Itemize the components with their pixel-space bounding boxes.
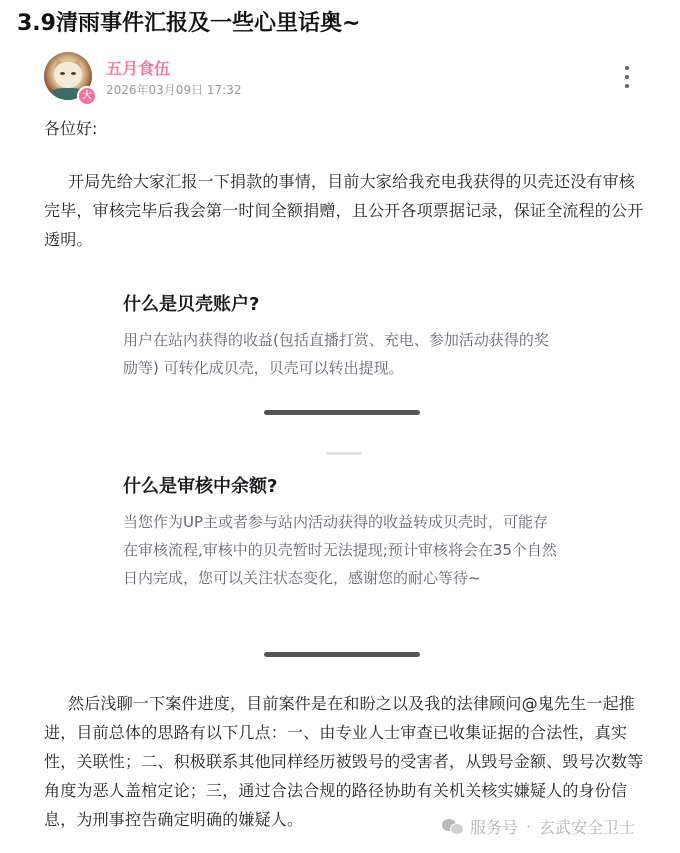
level-badge: 大 <box>77 86 97 106</box>
home-indicator-bar <box>264 410 420 415</box>
author-name[interactable]: 五月食伍 <box>106 59 171 78</box>
more-dot <box>625 66 629 70</box>
chat-bubble-small <box>450 823 464 835</box>
home-indicator-bar <box>264 652 420 657</box>
paragraph-donation: 开局先给大家汇报一下捐款的事情，目前大家给我充电我获得的贝壳还没有审核完毕，审核完毕后我会第一时间全额捐赠，且公开各项票据记录，保证全流程的公开透明。 <box>44 172 644 249</box>
card-body: 用户在站内获得的收益(包括直播打赏、充电、参加活动获得的奖励等) 可转化成贝壳，贝壳可以转出提现。 <box>123 331 549 377</box>
watermark-separator: · <box>526 816 532 836</box>
watermark <box>442 816 635 836</box>
watermark-account: 玄武安全卫士 <box>539 817 636 837</box>
more-dot <box>625 75 629 79</box>
article-title: 3.9清雨事件汇报及一些心里话奥~ <box>17 11 361 36</box>
wechat-chat-icon <box>442 818 464 834</box>
more-options-icon[interactable] <box>620 66 634 88</box>
card-body: 当您作为UP主或者参与站内活动获得的收益转成贝壳时，可能存在审核流程,审核中的贝壳暂时无法提现;预计审核将会在35个自然日内完成，您可以关注状态变化，感谢您的耐心等待~ <box>123 513 557 587</box>
avatar-eye-right <box>71 72 76 75</box>
sheet-handle <box>326 452 362 455</box>
pending-balance-screenshot <box>106 452 576 662</box>
card-title: 什么是审核中余额? <box>123 476 278 497</box>
more-dot <box>625 84 629 88</box>
greeting-text: 各位好: <box>44 119 98 138</box>
avatar-eye-left <box>60 72 65 75</box>
paragraph-case-progress: 然后浅聊一下案件进度，目前案件是在和盼之以及我的法律顾问@鬼先生一起推进，目前总体的思路有以下几点：一、由专业人士审查已收集证据的合法性，真实性，关联性；二、积极联系其他同样经历被毁号的受害者，从毁号金额、毁号次数等角度为恶人盖棺定论；三，通过合法合规的路径协助有关机关核实嫌疑人的身份信息，为刑事控告确定明确的嫌疑人。 <box>44 694 644 829</box>
watermark-label: 服务号 <box>470 817 519 837</box>
shell-account-screenshot <box>106 268 576 428</box>
card-title: 什么是贝壳账户? <box>123 294 260 315</box>
avatar-cat-face <box>54 62 82 88</box>
publish-date: 2026年03月09日 17:32 <box>106 83 242 97</box>
